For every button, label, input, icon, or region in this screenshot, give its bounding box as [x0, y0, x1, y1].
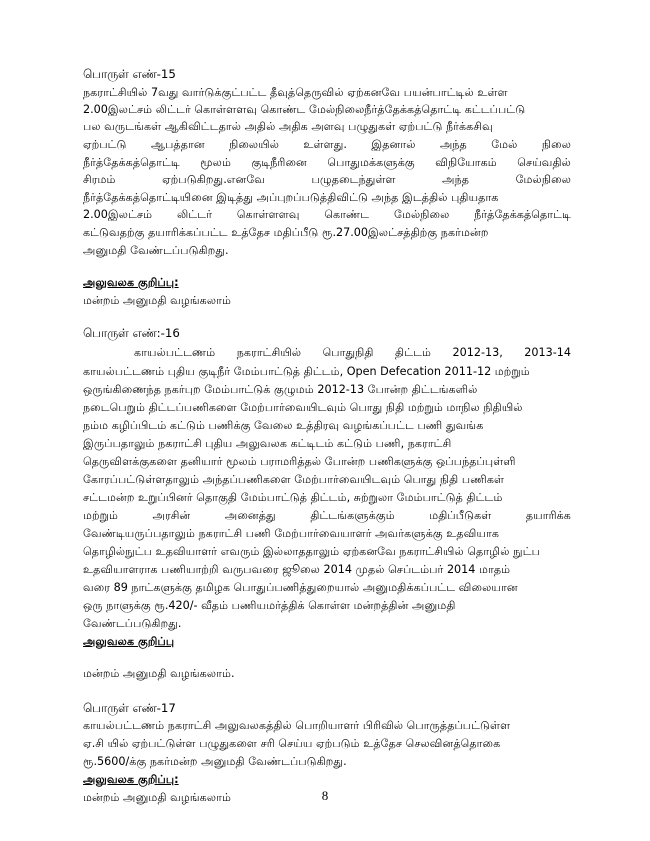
word: மற்றும்: [83, 509, 118, 522]
word: செய்வதில்: [517, 156, 571, 169]
word: ஏற்பட்டு: [83, 138, 127, 151]
sec17-line-1: காயல்பட்டணம் நகராட்சி அலுவலகத்தில் பொறியாளர் பிரிவில் பொருத்தப்பட்டுள்ள: [83, 719, 511, 732]
word: அந்த: [439, 138, 467, 151]
sec15-line-5: [83, 155, 571, 171]
sec15-line-8: [83, 207, 571, 223]
word: காயல்பட்டணம்: [134, 346, 216, 359]
sec17-note-heading: அலுவலக குறிப்பு:: [83, 773, 179, 786]
sec16-line-5: நம்ம கழிப்பிடம் கட்டும் பணிக்கு வேலை உத்திரவு வழங்கப்பட்ட பணி துவங்க: [83, 419, 484, 432]
sec17-heading: பொருள் எண்-17: [83, 701, 176, 715]
word: ஆபத்தான: [150, 138, 205, 151]
sec15-heading: பொருள் எண்-15: [83, 67, 176, 81]
sec16-line-3: ஒருங்கிணைந்த நகர்புற மேம்பாட்டுக் குழுமம் 2012-13 போன்ற திட்டங்களில்: [83, 383, 478, 396]
sec16-line-8: கோரப்பட்டுள்ளதாலும் அந்தப்பணிகளை மேற்பார்வையிடவும் பொது நிதி பணிகள்: [83, 473, 505, 486]
sec15-line-7: நீர்த்தேக்கத்தொட்டியினை இடித்து அப்புறப்படுத்திவிட்டு அந்த இடத்தில் புதியதாக: [83, 191, 499, 204]
sec16-note-text: மன்றம் அனுமதி வழங்கலாம்.: [83, 667, 235, 680]
sec16-line-12: தொழில்நுட்ப உதவியாளர் எவரும் இல்லாததாலும் ஏற்கனவே நகராட்சியில் தொழில் நுட்ப: [83, 545, 540, 558]
word: உள்ளது.: [303, 138, 347, 151]
word: பொதுமக்களுக்கு: [327, 156, 415, 169]
word: மதிப்பீடுகள்: [429, 509, 492, 522]
sec15-line-2: 2.00இலட்சம் லிட்டர் கொள்ளளவு கொண்ட மேல்நிலைநீர்த்தேக்கத்தொட்டி கட்டப்பட்டு: [83, 103, 526, 116]
word: நிலை: [541, 138, 571, 151]
word: நீர்த்தேக்கத்தொட்டி: [474, 208, 571, 221]
sec16-line-11: வேண்டியருப்பதாலும் நகராட்சி பணி மேற்பார்வையாளர் அவர்களுக்கு உதவியாக: [83, 527, 500, 540]
sec15-line-1: நகராட்சியில் 7வது வார்டுக்குட்பட்ட தீவுத்தெருவில் ஏற்கனவே பயன்பாட்டில் உள்ள: [83, 86, 508, 99]
sec15-line-3: பல வருடங்கள் ஆகிவிட்டதால் அதில் அதிக அளவு பழுதுகள் ஏற்பட்டு நீர்க்கசிவு: [83, 120, 493, 133]
sec16-line-14: வரை 89 நாட்களுக்கு தமிழக பொதுப்பணித்துறையால் அனுமதிக்கப்பட்ட விலையான: [83, 581, 518, 594]
sec16-line-4: நடைபெறும் திட்டப்பணிகளை மேற்பார்வையிடவும் பொது நிதி மற்றும் மாநில நிதியில்: [83, 401, 523, 414]
sec16-line-7: தெருவிளக்குகளை தனியார் மூலம் பராமரித்தல் போன்ற பணிகளுக்கு ஒப்பந்தப்புள்ளி: [83, 455, 516, 468]
word: மேல்நிலை: [515, 173, 571, 186]
word: மூலம்: [200, 156, 231, 169]
word: லிட்டர்: [176, 208, 213, 221]
word: அரசின்: [152, 509, 191, 522]
word: திட்டங்களுக்கும்: [310, 509, 395, 522]
word: 2012-13,: [452, 346, 503, 359]
sec15-line-4: [83, 137, 571, 153]
sec15-note-text: மன்றம் அனுமதி வழங்கலாம்: [83, 294, 231, 307]
word: குடிநீரினை: [251, 156, 307, 169]
word: இதனால்: [371, 138, 416, 151]
sec16-line-16: வேண்டப்படுகிறது.: [83, 617, 182, 630]
sec16-line-13: உதவியாளராக பணியாற்றி வருபவரை ஜூலை 2014 முதல் செப்டம்பர் 2014 மாதம்: [83, 563, 511, 576]
sec17-line-2: ஏ.சி யில் ஏற்பட்டுள்ள பழுதுகளை சரி செய்ய ஏற்படும் உத்தேச செலவினத்தொகை: [83, 737, 501, 750]
sec16-line-10: [83, 508, 571, 524]
word: பொதுநிதி: [322, 346, 374, 359]
sec15-line-10: அனுமதி வேண்டப்படுகிறது.: [83, 244, 229, 257]
word: நீர்த்தேக்கத்தொட்டி: [83, 156, 180, 169]
sec16-heading: பொருள் எண்:-16: [83, 326, 180, 340]
word: 2.00இலட்சம்: [83, 208, 153, 221]
sec17-note-text: மன்றம் அனுமதி வழங்கலாம்: [83, 791, 231, 804]
word: திட்டம்: [395, 346, 432, 359]
sec15-line-9: கட்டுவதற்கு தயாரிக்கப்பட்ட உத்தேச மதிப்பீடு ரூ.27.00இலட்சத்திற்கு நகர்மன்ற: [83, 226, 489, 239]
sec16-line-2: காயல்பட்டணம் புதிய குடிநீர் மேம்பாட்டுத் திட்டம், Open Defecation 2011-12 மற்றும்: [83, 365, 530, 378]
word: கொண்ட: [324, 208, 370, 221]
word: ஏற்படுகிறது.எனவே: [162, 173, 265, 186]
word: நிலையில்: [229, 138, 279, 151]
sec16-line-15: ஒரு நாளுக்கு ரூ.420/- வீதம் பணியமர்த்திக் கொள்ள மன்றத்தின் அனுமதி: [83, 599, 456, 612]
sec16-line-1: [134, 345, 571, 361]
page-number: 8: [321, 788, 329, 803]
word: சிரமம்: [83, 173, 116, 186]
word: 2013-14: [524, 346, 571, 359]
word: நகராட்சியில்: [236, 346, 302, 359]
word: விநியோகம்: [435, 156, 497, 169]
word: பழுதடைந்துள்ள: [311, 173, 396, 186]
word: தயாரிக்க: [525, 509, 571, 522]
sec15-line-6: [83, 172, 571, 188]
word: அந்த: [442, 173, 470, 186]
sec16-note-heading: அலுவலக குறிப்பு: [83, 635, 175, 648]
word: மேல்: [491, 138, 518, 151]
sec16-line-9: சட்டமன்ற உறுப்பினர் தொகுதி மேம்பாட்டுத் திட்டம், சுற்றுலா மேம்பாட்டுத் திட்டம்: [83, 491, 503, 504]
word: கொள்ளளவு: [236, 208, 300, 221]
sec16-line-6: இருப்பதாலும் நகராட்சி புதிய அலுவலக கட்டிடம் கட்டும் பணி, நகராட்சி: [83, 437, 452, 450]
sec17-line-3: ரூ.5600/க்கு நகர்மன்ற அனுமதி வேண்டப்படுகிறது.: [83, 755, 347, 768]
sec15-note-heading: அலுவலக குறிப்பு:: [83, 276, 179, 289]
word: மேல்நிலை: [394, 208, 450, 221]
word: அனைத்து: [224, 509, 276, 522]
